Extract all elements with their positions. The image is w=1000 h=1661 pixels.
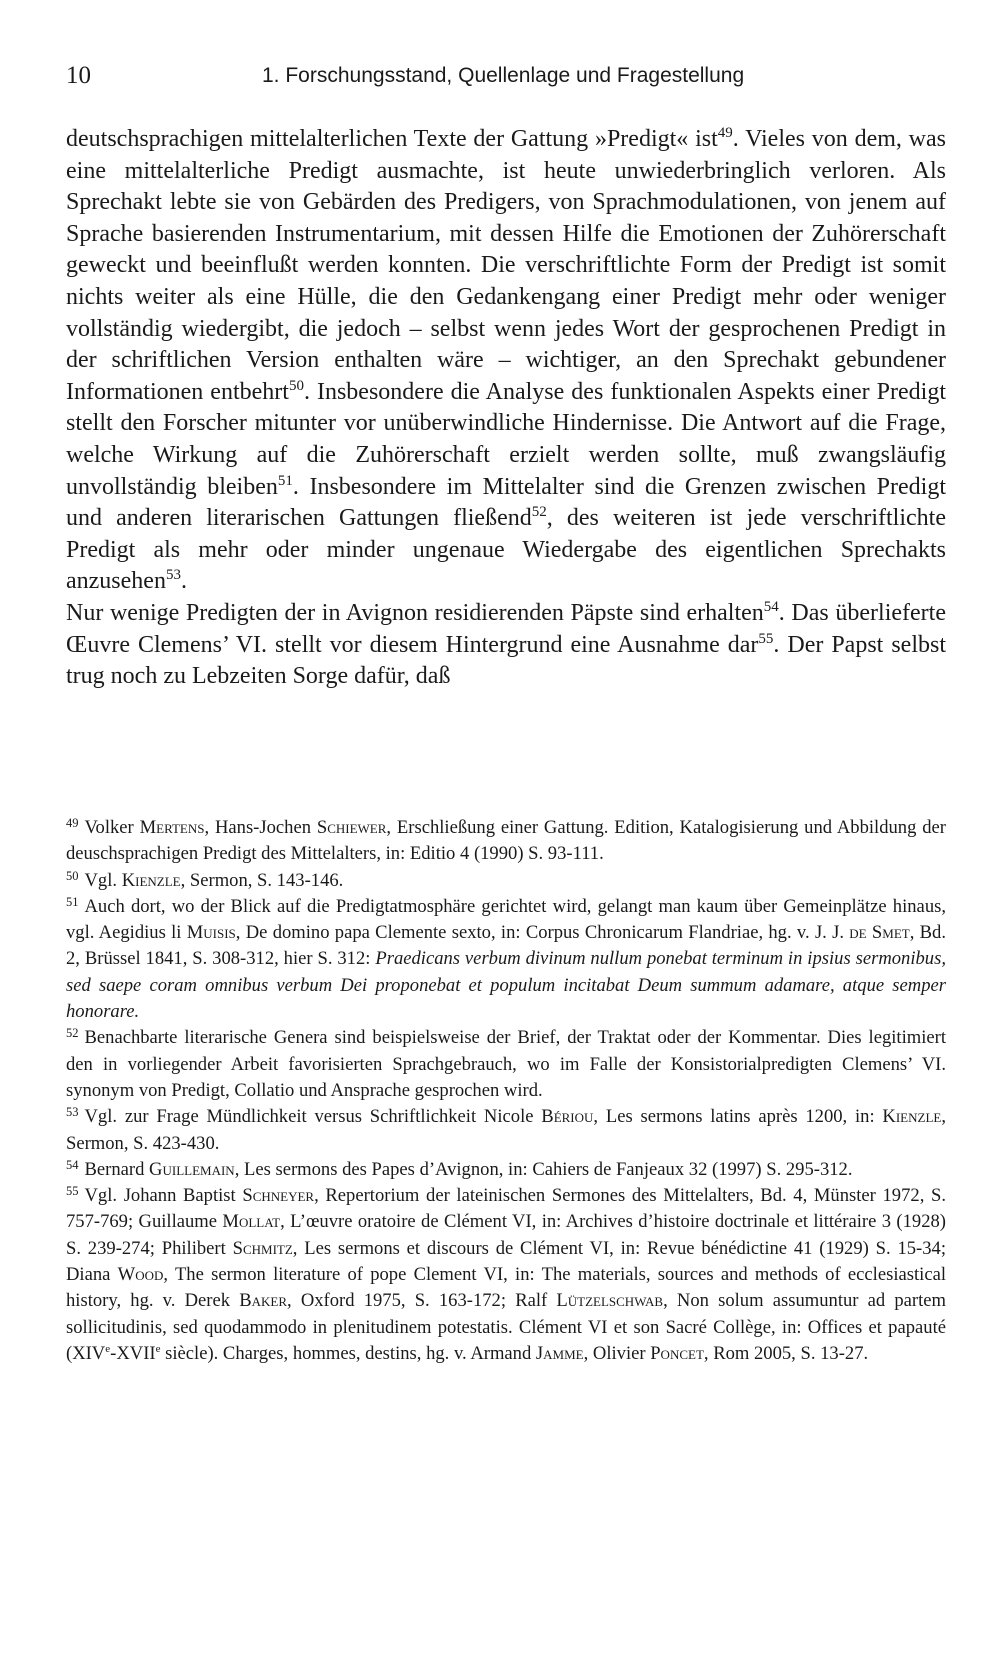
footnote-50: $^{50}$ Vgl. Kienzle, Sermon, S. 143-146. <box>66 868 344 891</box>
footnotes <box>66 815 946 1367</box>
footnote-number: 52 <box>66 1026 79 1041</box>
footnote-ref-51[interactable]: 51 <box>277 472 293 489</box>
chapter-title: 1. Forschungsstand, Quellenlage und Fragestellung <box>262 64 745 87</box>
footnote-ref-50[interactable]: 50 <box>288 377 304 394</box>
footnote-number: 51 <box>66 894 79 909</box>
footnote-ref-52[interactable]: 52 <box>531 504 547 521</box>
paragraph-1: deutschsprachigen mittelalterlichen Texte der Gattung »Predigt« ist$^{49}$. Vieles von dem, was eine mittelalterliche Predigt ausmachte, ist heute unwiederbringlich verloren. Als Sprechakt lebte sie von Gebärden des Predigers, von Sprachmodulationen, von jenem auf Sprache basierenden Instrumentarium, mit dessen Hilfe die Emotionen der Zuhörerschaft geweckt und beeinflußt werden konnten. Die verschriftlichte Form der Predigt ist somit nichts weiter als eine Hülle, die den Gedankengang einer Predigt mehr oder weniger vollständig wiedergibt, die jedoch – selbst wenn jedes Wort der gesprochenen Predigt in der schriftlichen Version enthalten wäre – wichtiger, an den Sprechakt gebundener Informationen entbehrt$^{50}$. Insbesondere die Analyse des funktionalen Aspekts einer Predigt stellt den Forscher mitunter vor unüberwindliche Hindernisse. Die Antwort auf die Frage, welche Wirkung auf die Zuhörerschaft erzielt werden sollte, muß zwangsläufig unvollständig bleiben$^{51}$. Insbesondere im Mittelalter sind die Grenzen zwischen Predigt und anderen literarischen Gattungen fließend$^{52}$, des weiteren ist jede verschriftlichte Predigt als mehr oder minder ungenaue Wiedergabe des eigentlichen Sprechakts anzusehen$^{53}$. <box>66 125 947 595</box>
paragraph-2: Nur wenige Predigten der in Avignon residierenden Päpste sind erhalten$^{54}$. Das überlieferte Œuvre Clemens’ VI. stellt vor diesem Hintergrund eine Ausnahme dar$^{55}$. Der Papst selbst trug noch zu Lebzeiten Sorge dafür, daß <box>66 598 946 690</box>
footnote-number: 53 <box>66 1105 79 1120</box>
latin-quotation: Praedicans verbum divinum nullum ponebat terminum in ipsius sermonibus, sed saepe coram omnibus verbum Dei proponebat et populum incitabat Deum summum adamare, atque semper honorare. <box>66 948 946 1023</box>
footnote-ref-49[interactable]: 49 <box>717 125 733 141</box>
footnote-number: 54 <box>66 1157 79 1172</box>
running-head <box>66 62 946 102</box>
footnote-49: $^{49}$ Volker Mertens, Hans-Jochen Schiewer, Erschließung einer Gattung. Edition, Katalogisierung und Abbildung der deuschsprachigen Predigt des Mittelalters, in: Editio 4 (1990) S. 93-111. <box>66 816 946 865</box>
footnote-number: 55 <box>66 1184 79 1199</box>
footnote-number: 50 <box>66 868 79 883</box>
footnote-ref-55[interactable]: 55 <box>758 630 774 647</box>
main-text <box>66 124 946 693</box>
footnote-ref-54[interactable]: 54 <box>763 598 779 615</box>
footnote-number: 49 <box>66 816 79 830</box>
footnote-ref-53[interactable]: 53 <box>165 567 181 584</box>
footnote-51: $^{51}$ Auch dort, wo der Blick auf die Predigtatmosphäre gerichtet wird, gelangt man kaum über Gemeinplätze hinaus, vgl. Aegidius li Muisis, De domino papa Clemente sexto, in: Corpus Chronicarum Flandriae, hg. v. J. J. de Smet, Bd. 2, Brüssel 1841, S. 308-312, hier S. 312: Praedicans verbum divinum nullum ponebat terminum in ipsius sermonibus, sed saepe coram omnibus verbum Dei proponebat et populum incitabat Deum summum adamare, atque semper honorare. <box>66 894 946 1023</box>
footnote-52: $^{52}$ Benachbarte literarische Genera sind beispielsweise der Brief, der Traktat oder der Kommentar. Dies legitimiert den in vorliegender Arbeit favorisierten Sprachgebrauch, wo im Falle der Konsistorialpredigten Clemens’ VI. synonym von Predigt, Collatio und Ansprache gesprochen wird. <box>66 1026 946 1101</box>
footnote-55: $^{55}$ Vgl. Johann Baptist Schneyer, Repertorium der lateinischen Sermones des Mittelalters, Bd. 4, Münster 1972, S. 757-769; Guillaume Mollat, L’œuvre oratoire de Clément VI, in: Archives d’histoire doctrinale et littéraire 3 (1928) S. 239-274; Philibert Schmitz, Les sermons et discours de Clément VI, in: Revue bénédictine 41 (1929) S. 15-34; Diana Wood, The sermon literature of pope Clement VI, in: The materials, sources and methods of ecclesiastical history, hg. v. Derek Baker, Oxford 1975, S. 163-172; Ralf Lützelschwab, Non solum assumuntur ad partem sollicitudinis, sed quodammodo in plenitudinem potestatis. Clément VI et son Sacré Collège, in: Offices et papauté (XIVe-XVIIe siècle). Charges, hommes, destins, hg. v. Armand Jamme, Olivier Poncet, Rom 2005, S. 13-27. <box>66 1184 946 1364</box>
footnote-54: $^{54}$ Bernard Guillemain, Les sermons des Papes d’Avignon, in: Cahiers de Fanjeaux 32 (1997) S. 295-312. <box>66 1157 853 1180</box>
page-number: 10 <box>66 62 91 89</box>
footnote-53: $^{53}$ Vgl. zur Frage Mündlichkeit versus Schriftlichkeit Nicole Bériou, Les sermons latins après 1200, in: Kienzle, Sermon, S. 423-430. <box>66 1105 946 1154</box>
